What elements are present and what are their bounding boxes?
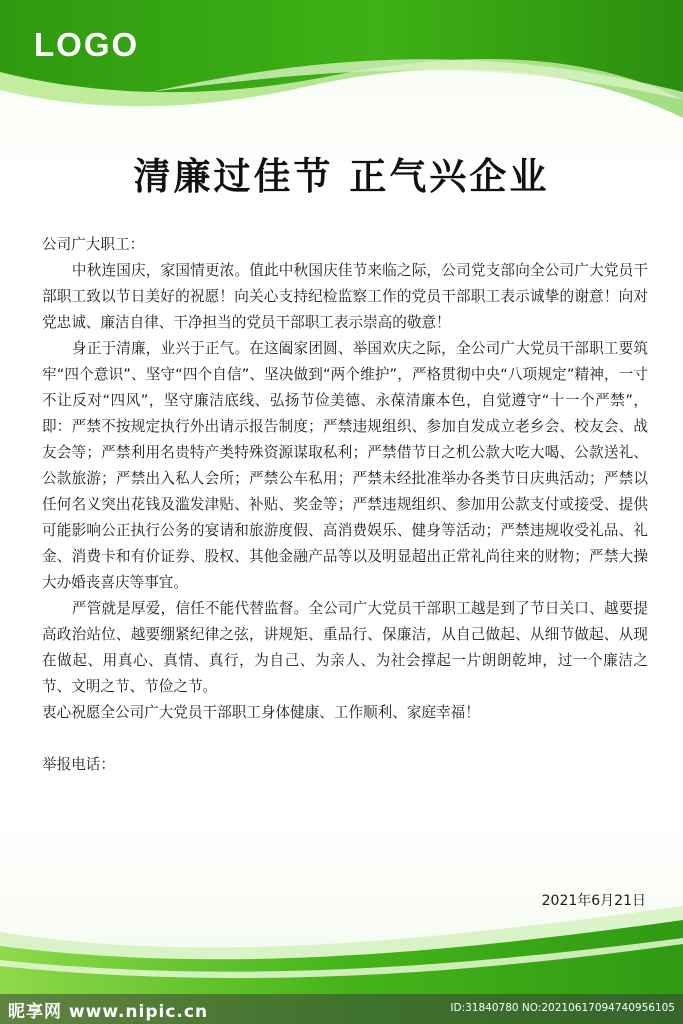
watermark-id: ID:31840780 NO:20210617094740956105 [450,1002,675,1014]
salutation: 公司广大职工： [42,236,145,253]
paragraph-1: 中秋连国庆，家国情更浓。值此中秋国庆佳节来临之际，公司党支部向全公司广大党员干部职工致以节日美好的祝愿！向关心支持纪检监察工作的党员干部职工表示诚挚的谢意！向对党忠诚、廉洁自律、干净担当的党员干部职工表示崇高的敬意！ [42,262,648,331]
watermark-bar [0,994,683,1024]
page-title: 清廉过佳节 正气兴企业 [133,155,550,198]
logo: LOGO [34,26,140,63]
watermark-site: 昵享网 www.nipic.cn [8,1002,209,1022]
report-phone-label: 举报电话： [42,756,115,773]
letter-body [42,232,648,778]
paragraph-3: 严管就是厚爱，信任不能代替监督。全公司广大党员干部职工越是到了节日关口、越要提高政治站位、越要绷紧纪律之弦，讲规矩、重品行、保廉洁，从自己做起、从细节做起、从现在做起、用真心、真情、真行，为自己、为亲人、为社会撑起一片朗朗乾坤，过一个廉洁之节、文明之节、节俭之节。 [42,600,648,695]
top-green-wave-banner [0,0,683,130]
closing-wish: 衷心祝愿全公司广大党员干部职工身体健康、工作顺利、家庭幸福！ [42,704,480,721]
paragraph-2: 身正于清廉，业兴于正气。在这阖家团圆、举国欢庆之际，全公司广大党员干部职工要筑牢“四个意识”、坚守“四个自信”、坚决做到“两个维护”，严格贯彻中央“八项规定”精神，一寸不让反对“四风”，坚守廉洁底线、弘扬节俭美德、永葆清廉本色，自觉遵守“十一个严禁”，即：严禁不按规定执行外出请示报告制度；严禁违规组织、参加自发成立老乡会、校友会、战友会等；严禁利用名贵特产类特殊资源谋取私利；严禁借节日之机公款大吃大喝、公款送礼、公款旅游；严禁出入私人会所；严禁公车私用；严禁未经批准举办各类节日庆典活动；严禁以任何名义突出花钱及滥发津贴、补贴、奖金等；严禁违规组织、参加用公款支付或接受、提供可能影响公正执行公务的宴请和旅游度假、高消费娱乐、健身等活动；严禁违规收受礼品、礼金、消费卡和有价证券、股权、其他金融产品等以及明显超出正常礼尚往来的财物；严禁大操大办婚丧喜庆等事宜。 [42,340,648,591]
letter-date: 2021年6月21日 [541,893,646,909]
